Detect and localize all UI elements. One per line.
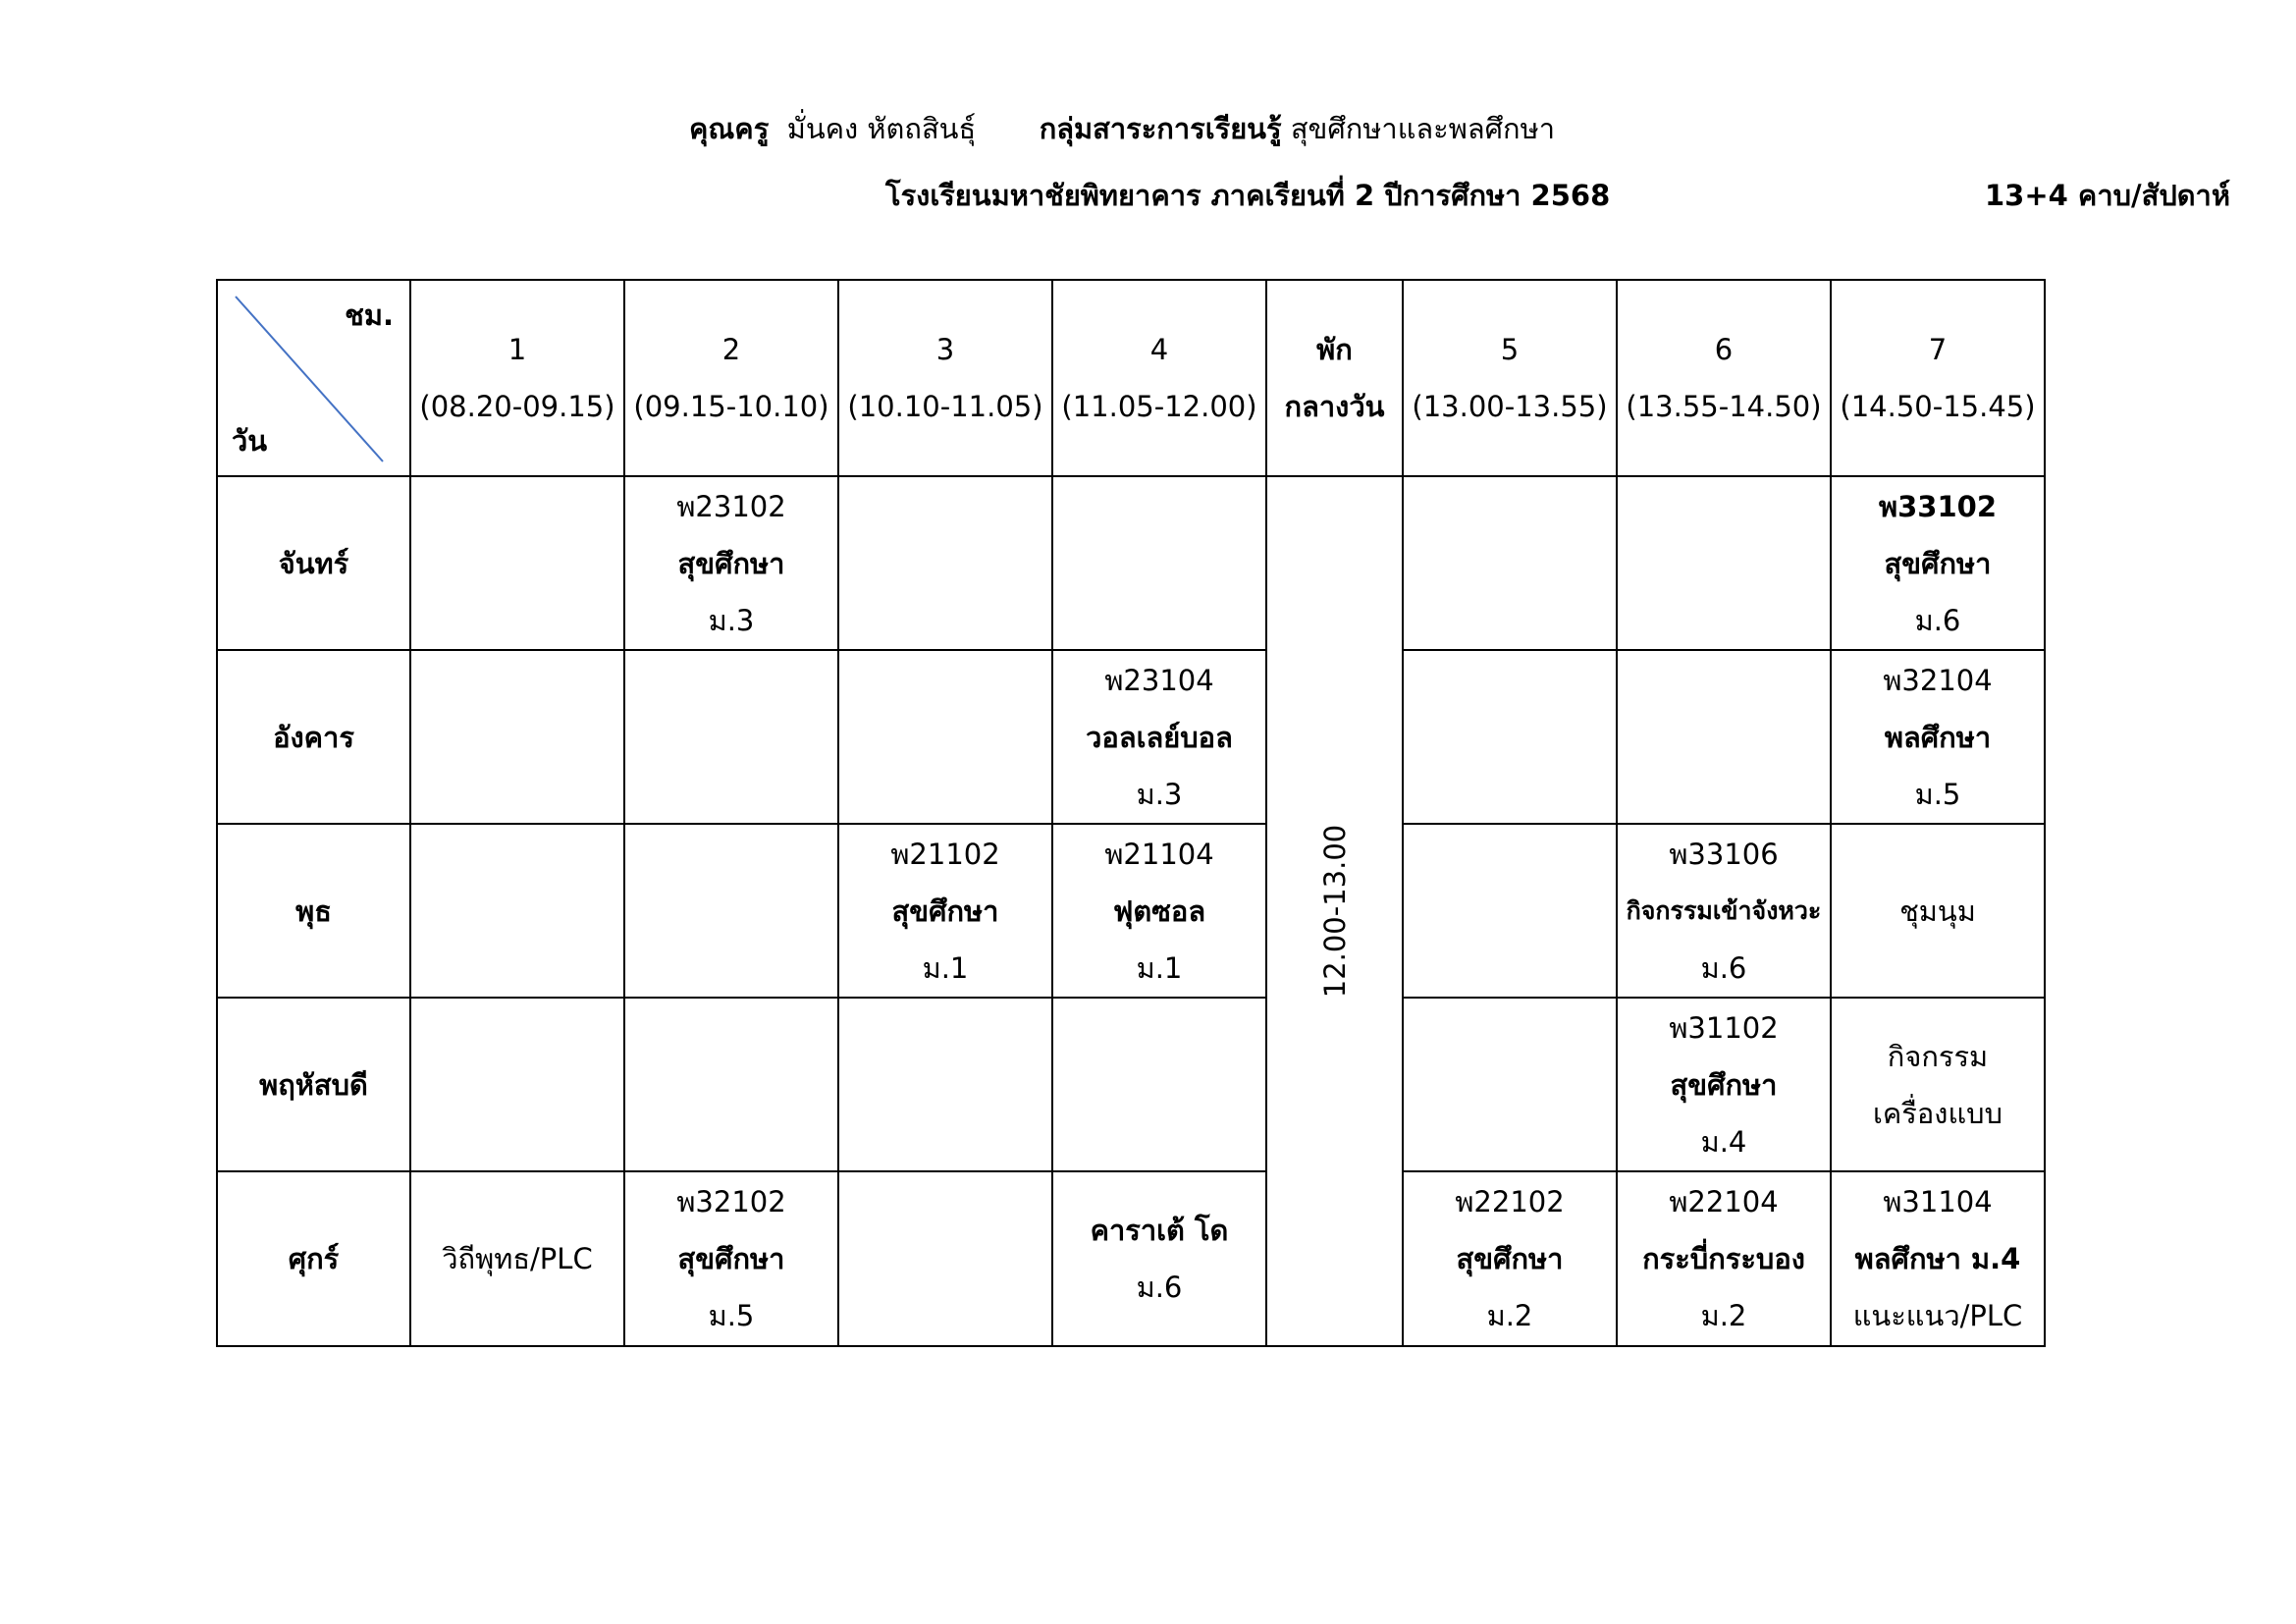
slot-cell <box>838 998 1052 1171</box>
day-row-thursday <box>217 998 2045 1171</box>
slot-cell <box>1831 1171 2045 1346</box>
timetable <box>216 279 2046 1347</box>
course-level: ม.1 <box>1136 950 1183 985</box>
period-number: 6 <box>1714 333 1734 366</box>
header-row <box>217 280 2045 476</box>
course-subject: วอลเลย์บอล <box>1086 720 1233 754</box>
course-subject: สุขศึกษา <box>1884 546 1992 580</box>
slot-cell <box>838 824 1052 998</box>
slot-cell <box>410 998 624 1171</box>
period-time: (10.10-11.05) <box>847 390 1043 423</box>
period-number: 7 <box>1928 333 1948 366</box>
slot-cell <box>838 650 1052 824</box>
slot-cell <box>838 1171 1052 1346</box>
course-subject: คาราเต้ โด <box>1090 1214 1229 1247</box>
period-number: 1 <box>507 333 527 366</box>
period-header <box>624 280 838 476</box>
day-row-monday <box>217 476 2045 650</box>
lunch-cell <box>1266 476 1403 1346</box>
slot-cell <box>1052 650 1266 824</box>
course-level: ม.3 <box>708 603 755 637</box>
slot-cell <box>1052 476 1266 650</box>
corner-day-label: วัน <box>232 424 268 458</box>
course-subject: สุขศึกษา <box>1456 1242 1564 1275</box>
slot-cell <box>410 476 624 650</box>
group-name: สุขศึกษาและพลศึกษา <box>1290 112 1555 145</box>
slot-cell <box>1617 824 1831 998</box>
day-label: จันทร์ <box>217 476 410 650</box>
lunch-header <box>1266 280 1403 476</box>
course-subject: ฟุตซอล <box>1112 893 1206 928</box>
slot-cell <box>410 650 624 824</box>
course-code: พ23104 <box>1104 663 1214 697</box>
course-subject: สุขศึกษา <box>677 1242 785 1275</box>
slot-cell <box>1052 1171 1266 1346</box>
slot-cell <box>624 476 838 650</box>
course-level: ม.3 <box>1136 777 1183 811</box>
period-time: (09.15-10.10) <box>633 390 829 423</box>
slot-cell <box>1831 476 2045 650</box>
slot-cell <box>1617 476 1831 650</box>
course-code: พ32104 <box>1883 663 1993 697</box>
group-label: กลุ่มสาระการเรียนรู้ <box>1039 112 1282 145</box>
day-label: พุธ <box>217 824 410 998</box>
periods-per-week: 13+4 คาบ/สัปดาห์ <box>1985 179 2230 212</box>
course-code: พ21102 <box>890 837 1000 871</box>
slot-cell <box>624 1171 838 1346</box>
period-number: 3 <box>935 333 955 366</box>
course-code: พ31104 <box>1883 1185 1993 1218</box>
slot-cell <box>838 476 1052 650</box>
slot-cell <box>1052 998 1266 1171</box>
period-number: 4 <box>1149 333 1169 366</box>
period-time: (13.55-14.50) <box>1626 390 1822 423</box>
period-header <box>1052 280 1266 476</box>
slot-cell <box>1831 824 2045 998</box>
course-level: ม.6 <box>1914 603 1961 637</box>
course-subject: พลศึกษา ม.4 <box>1854 1242 2021 1275</box>
course-level: ม.6 <box>1136 1271 1183 1304</box>
day-label: พฤหัสบดี <box>217 998 410 1171</box>
teacher-name: มั่นคง หัตถสินธุ์ <box>786 112 977 145</box>
period-time: (14.50-15.45) <box>1840 390 2036 423</box>
slot-cell <box>1052 824 1266 998</box>
activity-line1: กิจกรรม <box>1887 1039 1989 1073</box>
slot-cell <box>1617 650 1831 824</box>
slot-cell <box>410 824 624 998</box>
course-subject: สุขศึกษา <box>891 893 999 928</box>
course-level: ม.2 <box>1486 1299 1533 1332</box>
course-code: พ22104 <box>1669 1185 1779 1218</box>
slot-cell <box>1831 650 2045 824</box>
slot-cell <box>1617 998 1831 1171</box>
course-code: พ23102 <box>676 489 786 523</box>
slot-cell <box>1831 998 2045 1171</box>
course-level: ม.1 <box>922 950 969 985</box>
course-level: ม.5 <box>708 1299 755 1332</box>
period-number: 2 <box>721 333 741 366</box>
slot-cell <box>624 650 838 824</box>
course-subject: พลศึกษา <box>1884 720 1992 754</box>
slot-cell <box>1403 1171 1617 1346</box>
slot-cell <box>1403 824 1617 998</box>
period-number: 5 <box>1500 333 1520 366</box>
corner-hour-label: ชม. <box>345 298 394 332</box>
day-row-friday <box>217 1171 2045 1346</box>
course-level: ม.2 <box>1700 1299 1747 1332</box>
period-header <box>1831 280 2045 476</box>
day-label: ศุกร์ <box>217 1171 410 1346</box>
slot-cell <box>1403 998 1617 1171</box>
period-header <box>410 280 624 476</box>
period-time: (13.00-13.55) <box>1412 390 1608 423</box>
corner-cell <box>217 280 410 476</box>
course-code: พ22102 <box>1455 1185 1565 1218</box>
slot-cell <box>410 1171 624 1346</box>
slot-cell <box>1403 650 1617 824</box>
course-level: ม.4 <box>1700 1124 1747 1159</box>
day-label: อังคาร <box>217 650 410 824</box>
course-subject: สุขศึกษา <box>677 546 785 580</box>
school-term-line: โรงเรียนมหาชัยพิทยาคาร ภาคเรียนที่ 2 ปีการศึกษา 2568 <box>885 179 1611 212</box>
course-code: พ31102 <box>1669 1010 1779 1045</box>
course-code: พ32102 <box>676 1185 786 1218</box>
activity-text: ชุมนุม <box>1899 893 1976 928</box>
day-row-tuesday <box>217 650 2045 824</box>
teacher-label: คุณครู <box>689 112 770 145</box>
course-code: พ33106 <box>1669 837 1779 871</box>
course-level: ม.5 <box>1914 777 1961 811</box>
lunch-time: 12.00-13.00 <box>1317 824 1352 999</box>
course-subject: กระบี่กระบอง <box>1642 1242 1805 1275</box>
slot-cell <box>624 824 838 998</box>
activity-text: วิถีพุทธ/PLC <box>442 1242 593 1275</box>
day-row-wednesday <box>217 824 2045 998</box>
course-code: พ21104 <box>1104 837 1214 871</box>
slot-cell <box>1403 476 1617 650</box>
lunch-header-line1: พัก <box>1316 333 1353 366</box>
slot-cell <box>624 998 838 1171</box>
slot-cell <box>1617 1171 1831 1346</box>
course-code: พ33102 <box>1878 489 1997 523</box>
lunch-header-line2: กลางวัน <box>1284 390 1385 423</box>
course-note: แนะแนว/PLC <box>1852 1299 2023 1332</box>
course-subject: กิจกรรมเข้าจังหวะ <box>1626 895 1822 925</box>
period-header <box>1403 280 1617 476</box>
period-header <box>838 280 1052 476</box>
course-level: ม.6 <box>1700 950 1747 985</box>
activity-line2: เครื่องแบบ <box>1873 1096 2002 1130</box>
course-subject: สุขศึกษา <box>1670 1067 1778 1102</box>
period-header <box>1617 280 1831 476</box>
period-time: (08.20-09.15) <box>419 390 615 423</box>
period-time: (11.05-12.00) <box>1061 390 1257 423</box>
header-line-1 <box>689 106 1555 151</box>
